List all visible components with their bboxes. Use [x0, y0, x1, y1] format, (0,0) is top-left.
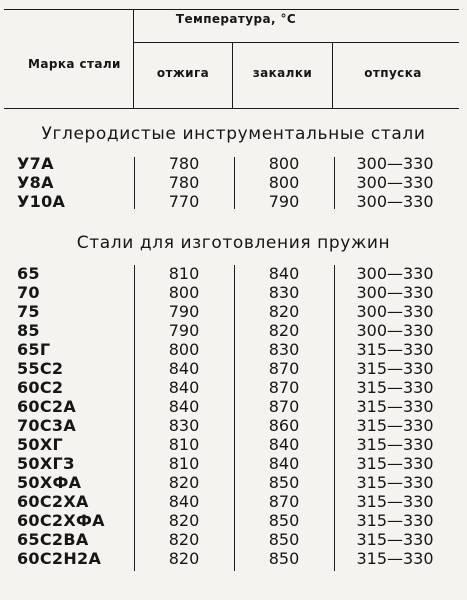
tempering-cell: 300—330 [356, 264, 434, 283]
column-separator [134, 265, 135, 571]
tempering-cell: 300—330 [356, 154, 434, 173]
quenching-cell: 840 [268, 435, 300, 454]
grade-cell: 70 [17, 283, 40, 302]
annealing-cell: 840 [168, 378, 200, 397]
annealing-cell: 810 [168, 435, 200, 454]
tempering-cell: 315—330 [356, 492, 434, 511]
quenching-cell: 870 [268, 359, 300, 378]
column-separator [234, 265, 235, 571]
column-header-temperature [0, 12, 467, 26]
grade-cell: 55С2 [17, 359, 64, 378]
tempering-cell: 315—330 [356, 473, 434, 492]
tempering-cell: 315—330 [356, 454, 434, 473]
annealing-cell: 800 [168, 340, 200, 359]
quenching-cell: 860 [268, 416, 300, 435]
grade-cell: 60С2ХА [17, 492, 89, 511]
section-title-carbon-tool-steels: Углеродистые инструментальные стали [41, 124, 426, 144]
annealing-cell: 780 [168, 154, 200, 173]
annealing-cell: 820 [168, 511, 200, 530]
quenching-cell: 870 [268, 397, 300, 416]
tempering-cell: 300—330 [356, 283, 434, 302]
tempering-cell: 315—330 [356, 359, 434, 378]
column-separator [334, 157, 335, 209]
tempering-cell: 315—330 [356, 378, 434, 397]
quenching-cell: 800 [268, 154, 300, 173]
grade-cell: У10А [17, 192, 66, 211]
header-top-rule [4, 9, 459, 10]
annealing-cell: 840 [168, 397, 200, 416]
tempering-cell: 300—330 [356, 192, 434, 211]
tempering-cell: 315—330 [356, 397, 434, 416]
grade-cell: У8А [17, 173, 54, 192]
header-sub-rule [134, 42, 459, 43]
column-header-temperature-label: Температура, °С [175, 12, 297, 26]
tempering-cell: 315—330 [356, 549, 434, 568]
tempering-cell: 300—330 [356, 321, 434, 340]
tempering-cell: 315—330 [356, 416, 434, 435]
tempering-cell: 300—330 [356, 302, 434, 321]
annealing-cell: 830 [168, 416, 200, 435]
annealing-cell: 820 [168, 549, 200, 568]
grade-cell: 65 [17, 264, 40, 283]
quenching-cell: 850 [268, 511, 300, 530]
grade-cell: 50ХГЗ [17, 454, 75, 473]
grade-cell: 60С2ХФА [17, 511, 105, 530]
quenching-cell: 840 [268, 454, 300, 473]
grade-cell: 65Г [17, 340, 51, 359]
quenching-cell: 870 [268, 378, 300, 397]
annealing-cell: 780 [168, 173, 200, 192]
grade-cell: 85 [17, 321, 40, 340]
annealing-cell: 770 [168, 192, 200, 211]
grade-cell: 65С2ВА [17, 530, 89, 549]
annealing-cell: 820 [168, 473, 200, 492]
quenching-cell: 800 [268, 173, 300, 192]
tempering-cell: 315—330 [356, 435, 434, 454]
quenching-cell: 850 [268, 473, 300, 492]
quenching-cell: 820 [268, 321, 300, 340]
annealing-cell: 840 [168, 359, 200, 378]
grade-cell: 60С2А [17, 397, 77, 416]
annealing-cell: 790 [168, 302, 200, 321]
grade-cell: 60С2Н2А [17, 549, 102, 568]
quenching-cell: 850 [268, 549, 300, 568]
grade-cell: 75 [17, 302, 40, 321]
annealing-cell: 810 [168, 454, 200, 473]
column-header-quenching: закалки [252, 66, 313, 80]
quenching-cell: 870 [268, 492, 300, 511]
annealing-cell: 800 [168, 283, 200, 302]
annealing-cell: 820 [168, 530, 200, 549]
column-separator [334, 265, 335, 571]
tempering-cell: 300—330 [356, 173, 434, 192]
annealing-cell: 790 [168, 321, 200, 340]
annealing-cell: 840 [168, 492, 200, 511]
tempering-cell: 315—330 [356, 511, 434, 530]
column-header-grade: Марка стали [28, 57, 121, 71]
column-separator [234, 157, 235, 209]
grade-cell: У7А [17, 154, 54, 173]
grade-cell: 50ХГ [17, 435, 63, 454]
tempering-cell: 315—330 [356, 340, 434, 359]
column-separator [134, 157, 135, 209]
grade-cell: 60С2 [17, 378, 64, 397]
column-header-tempering: отпуска [364, 66, 422, 80]
quenching-cell: 830 [268, 283, 300, 302]
quenching-cell: 850 [268, 530, 300, 549]
column-header-annealing: отжига [156, 66, 210, 80]
quenching-cell: 790 [268, 192, 300, 211]
tempering-cell: 315—330 [356, 530, 434, 549]
section-title-spring-steels: Стали для изготовления пружин [76, 233, 391, 253]
grade-cell: 70С3А [17, 416, 77, 435]
grade-cell: 50ХФА [17, 473, 82, 492]
annealing-cell: 810 [168, 264, 200, 283]
quenching-cell: 840 [268, 264, 300, 283]
quenching-cell: 820 [268, 302, 300, 321]
quenching-cell: 830 [268, 340, 300, 359]
